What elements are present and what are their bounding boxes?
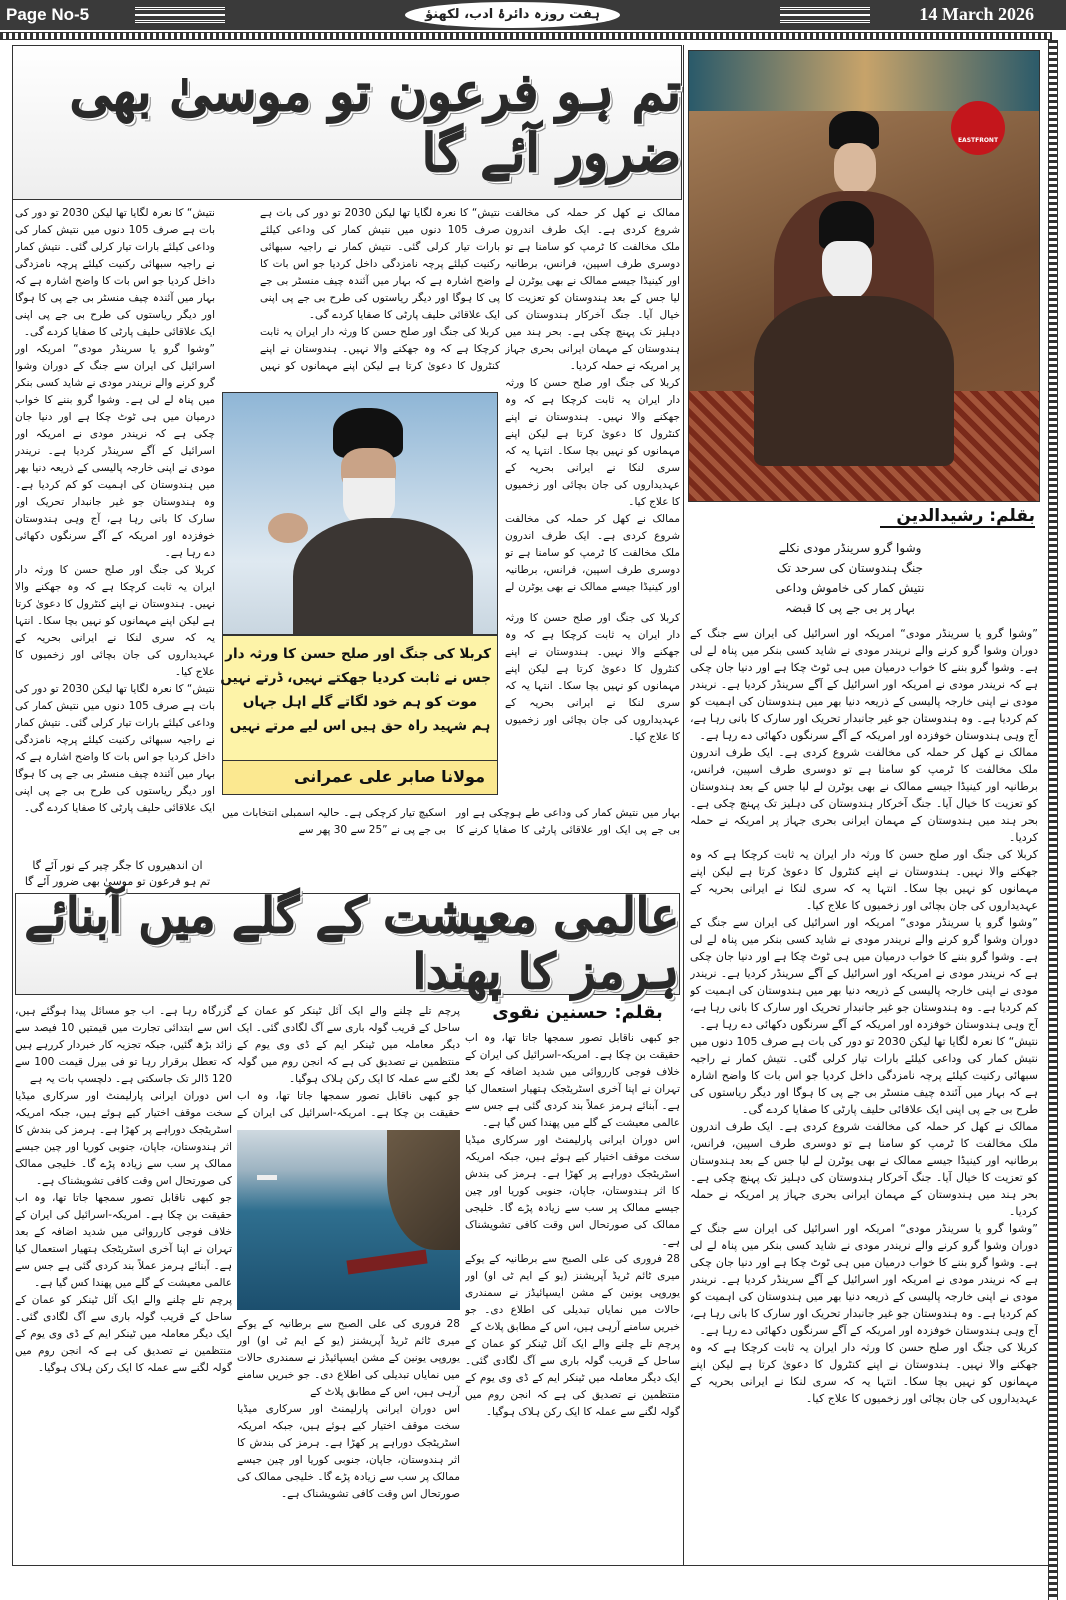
article2-column-3 [15,1003,232,1547]
paragraph: نتیش“ کا نعرہ لگایا تھا لیکن 2030 تو دور کی بات ہے صرف 105 دنوں میں نتیش کمار کی وداعی کیلئے بارات تیار کرلی گئی۔ نتیش کمار نے راجیہ سبھائی رکنیت کیلئے پرچہ نامزدگی داخل کردیا جو اس بات کا واضح اشارہ ہے کہ بہار میں آئندہ چیف منسٹر بی جے پی کا ہوگا اور دیگر ریاستوں کی طرح بی جے پی اپنی ایک علاقائی حلیف پارٹی کا صفایا کردے گی۔ [690,1035,1038,1116]
paragraph: کربلا کی جنگ اور صلح حسن کا ورثہ دار ایران یہ ثابت کرچکا ہے کہ وہ جھکنے والا نہیں۔ ہندوستان نے اپنے کنٹرول کا دعویٰ کرتا ہے لیکن اپنے مہمانوں کو نہیں بچا سکا۔ انتہا یہ کہ سری لنکا نے ایرانی بحریہ کے عہدیداروں کی جان بچائی اور زخمیوں کا علاج کیا۔ [15,564,215,678]
quote-line: ہم شہید راہ حق ہیں اس لیے مرتے نہیں [229,718,491,734]
paragraph: پرچم تلے چلنے والے ایک آئل ٹینکر کو عمان کے ساحل کے قریب گولہ باری سے آگ لگادی گئی۔ ایک دیگر معاملہ میں ٹینکر ایم کے ڈی وی یوم کے منتظمین نے تصدیق کی ہے کہ انجن روم میں گولہ لگنے سے عملہ کا ایک رکن ہلاک ہوگیا۔ [237,1005,460,1085]
masthead-title: ہفت روزہ دائرۂ ادب، لکھنؤ [405,2,620,28]
quote-line: جس نے ثابت کردیا جھکتے نہیں، ڈرتے نہیں [220,670,491,686]
poem-line: جنگ ہندوستان کی سرحد تک [776,561,924,575]
issue-date: 14 March 2026 [919,4,1034,24]
paragraph: 28 فروری کی علی الصبح سے برطانیہ کے یوکے میری ٹائم ٹریڈ آپریشنز (یو کے ایم ٹی او) اور یوروپی یونین کے مشن ایسپائیڈز نے سمندری حالات میں نمایاں تبدیلی کی اطلاع دی۔ جو خبریں سامنے آرہی ہیں، اس کے مطابق پلاٹ کے [465,1253,680,1333]
paragraph: کربلا کی جنگ اور صلح حسن کا ورثہ دار ایران یہ ثابت کرچکا ہے کہ وہ جھکنے والا نہیں۔ ہندوستان نے اپنے کنٹرول کا دعویٰ کرتا ہے لیکن اپنے مہمانوں کو نہیں بچا سکا۔ انتہا یہ کہ سری لنکا نے ایرانی بحریہ کے عہدیداروں کی جان بچائی اور زخمیوں کا علاج کیا۔ [690,848,1038,912]
paragraph: کربلا کی جنگ اور صلح حسن کا ورثہ دار ایران یہ ثابت کرچکا ہے کہ وہ جھکنے والا نہیں۔ ہندوستان نے اپنے کنٹرول کا دعویٰ کرتا ہے لیکن اپنے مہمانوں کو نہیں بچا سکا۔ انتہا یہ کہ سری لنکا نے ایرانی بحریہ کے عہدیداروں کی جان بچائی اور زخمیوں کا علاج کیا۔ [505,377,680,508]
article1-column-3 [15,205,215,851]
article1-column-1 [505,205,680,596]
headline-2: عالمی معیشت کے گلے میں آبنائے ہرمز کا پھندا [15,893,680,995]
masthead-bar [0,0,1066,30]
paragraph: ممالک نے کھل کر حملہ کی مخالفت شروع کردی ہے۔ ایک طرف اندرون ملک مخالفت کا ٹرمپ کو سامنا ہے تو دوسری طرف اسپین، فرانس، برطانیہ اور کینیڈا جیسے ممالک نے بھی یوٹرن لے لیا جس کے بعد ہندوستان کو تعزیت کا خیال آیا۔ جنگ آخرکار ہندوستان کی دہلیز تک پہنچ چکی ہے۔ بحر ہند میں ہندوستان کے مہمان ایرانی بحری جہاز پر امریکہ نے حملہ کردیا۔ [690,1120,1038,1218]
divider [12,200,13,1565]
right-border [1048,40,1058,1600]
paragraph: اس دوران ایرانی پارلیمنٹ اور سرکاری میڈیا سخت موقف اختیار کیے ہوئے ہیں، جبکہ امریکہ اسٹریٹجک دوراہے پر کھڑا ہے۔ ہرمز کی بندش کا اثر ہندوستان، جاپان، جنوبی کوریا اور چین جیسے ممالک پر سب سے زیادہ پڑے گا۔ خلیجی ممالک کی صورتحال اس وقت کافی تشویشناک ہے۔ [465,1134,680,1248]
intro-poem [740,538,960,618]
paragraph: جو کبھی ناقابل تصور سمجھا جاتا تھا، وہ اب حقیقت بن چکا ہے۔ امریکہ-اسرائیل کی ایران کے [237,1090,460,1119]
page-number: Page No-5 [6,5,90,24]
paragraph: بہار میں نتیش کمار کی وداعی طے ہوچکی ہے اور بی جے پی ایک اور علاقائی پارٹی کا صفایا کرنے کا اسکیچ تیار کرچکی ہے۔ حالیہ اسمبلی انتخابات میں بی جے پی نے ”25 سے 30 پھر سے [222,807,680,836]
top-border [0,32,1052,40]
paragraph: ”وشوا گرو یا سرینڈر مودی“ امریکہ اور اسرائیل کی ایران سے جنگ کے دوران وشوا گرو کرنے والے نریندر مودی نے شاید کسی بنکر میں پناہ لے لی ہے۔ وشوا گرو بننے کا خواب درمیان میں ہی ٹوٹ چکا ہے اور دنیا جان چکی ہے کہ نریندر مودی نے امریکہ اور اسرائیل کے آگے سرینڈر کردیا ہے۔ نریندر مودی نے اپنی خارجہ پالیسی کے ذریعہ دنیا بھر میں ہندوستان کی اہمیت کو کم کردیا ہے۔ وہ ہندوستان جو غیر جانبدار تحریک اور سارک کا بانی رہا ہے، آج وہی ہندوستان خوفزدہ اور امریکہ کے آگے سرنگوں دکھائی دے رہا ہے۔ [15,343,215,559]
paragraph: اس دوران ایرانی پارلیمنٹ اور سرکاری میڈیا سخت موقف اختیار کیے ہوئے ہیں، جبکہ امریکہ اسٹریٹجک دوراہے پر کھڑا ہے۔ ہرمز کی بندش کا اثر ہندوستان، جاپان، جنوبی کوریا اور چین جیسے ممالک پر سب سے زیادہ پڑے گا۔ خلیجی ممالک کی صورتحال اس وقت کافی تشویشناک ہے۔ [15,1090,232,1187]
article1-right-column [690,625,1038,1560]
leaders-portrait-photo [688,50,1040,502]
paragraph: نتیش“ کا نعرہ لگایا تھا لیکن 2030 تو دور کی بات ہے صرف 105 دنوں میں نتیش کمار کی وداعی کیلئے بارات تیار کرلی گئی۔ نتیش کمار نے راجیہ سبھائی رکنیت کیلئے پرچہ نامزدگی داخل کردیا جو اس بات کا واضح اشارہ ہے کہ بہار میں آئندہ چیف منسٹر بی جے پی کا ہوگا اور دیگر ریاستوں کی طرح بی جے پی اپنی ایک علاقائی حلیف پارٹی کا صفایا کردے گی۔ [15,207,215,338]
paragraph: ”وشوا گرو یا سرینڈر مودی“ امریکہ اور اسرائیل کی ایران سے جنگ کے دوران وشوا گرو کرنے والے نریندر مودی نے شاید کسی بنکر میں پناہ لے لی ہے۔ وشوا گرو بننے کا خواب درمیان میں ہی ٹوٹ چکا ہے اور دنیا جان چکی ہے کہ نریندر مودی نے امریکہ اور اسرائیل کے آگے سرینڈر کردیا ہے۔ نریندر مودی نے اپنی خارجہ پالیسی کے ذریعہ دنیا بھر میں ہندوستان کی اہمیت کو کم کردیا ہے۔ وہ ہندوستان جو غیر جانبدار تحریک اور سارک کا بانی رہا ہے، آج وہی ہندوستان خوفزدہ اور امریکہ کے آگے سرنگوں دکھائی دے رہا ہے۔ [690,916,1038,1031]
decorative-lines [780,7,870,23]
article1-column-2 [260,205,500,375]
paragraph: ”وشوا گرو یا سرینڈر مودی“ امریکہ اور اسرائیل کی ایران سے جنگ کے دوران وشوا گرو کرنے والے نریندر مودی نے شاید کسی بنکر میں پناہ لے لی ہے۔ وشوا گرو بننے کا خواب درمیان میں ہی ٹوٹ چکا ہے اور دنیا جان چکی ہے کہ نریندر مودی نے امریکہ اور اسرائیل کے آگے سرینڈر کردیا ہے۔ نریندر مودی نے اپنی خارجہ پالیسی کے ذریعہ دنیا بھر میں ہندوستان کی اہمیت کو کم کردیا ہے۔ وہ ہندوستان جو غیر جانبدار تحریک اور سارک کا بانی رہا ہے، آج وہی ہندوستان خوفزدہ اور امریکہ کے آگے سرنگوں دکھائی دے رہا ہے۔ [690,627,1038,742]
poem-line: وشوا گرو سرینڈر مودی نکلے [778,541,922,555]
byline-hasnain-naqvi: بقلم: حسنین نقوی [492,1002,663,1023]
article1-bottom-text [222,805,680,856]
paragraph: کربلا کی جنگ اور صلح حسن کا ورثہ دار ایران یہ ثابت کرچکا ہے کہ وہ جھکنے والا نہیں۔ ہندوستان نے اپنے کنٹرول کا دعویٰ کرتا ہے لیکن اپنے مہمانوں کو نہیں بچا سکا۔ انتہا یہ کہ سری لنکا نے ایرانی بحریہ کے عہدیداروں کی جان بچائی اور زخمیوں کا علاج کیا۔ [690,1341,1038,1405]
eastfront-logo: EASTFRONT [951,101,1005,155]
quote-line: موت کو ہم خود لگاتے گلے اہل جہاں [242,694,478,710]
paragraph: کربلا کی جنگ اور صلح حسن کا ورثہ دار ایران یہ ثابت کرچکا ہے کہ وہ جھکنے والا نہیں۔ ہندوستان نے اپنے کنٹرول کا دعویٰ کرتا ہے لیکن اپنے مہمانوں کو نہیں بچا سکا۔ انتہا یہ کہ سری لنکا نے ایرانی بحریہ کے عہدیداروں کی جان بچائی اور زخمیوں کا علاج کیا۔ [505,612,680,743]
paragraph: پرچم تلے چلنے والے ایک آئل ٹینکر کو عمان کے ساحل کے قریب گولہ باری سے آگ لگادی گئی۔ ایک دیگر معاملہ میں ٹینکر ایم کے ڈی وی یوم کے منتظمین نے تصدیق کی ہے کہ انجن روم میں گولہ لگنے سے عملہ کا ایک رکن ہلاک ہوگیا۔ [15,1294,232,1374]
paragraph: نتیش“ کا نعرہ لگایا تھا لیکن 2030 تو دور کی بات ہے صرف 105 دنوں میں نتیش کمار کی وداعی کیلئے بارات تیار کرلی گئی۔ نتیش کمار نے راجیہ سبھائی رکنیت کیلئے پرچہ نامزدگی داخل کردیا جو اس بات کا واضح اشارہ ہے کہ بہار میں آئندہ چیف منسٹر بی جے پی کا ہوگا اور دیگر ریاستوں کی طرح بی جے پی اپنی ایک علاقائی حلیف پارٹی کا صفایا کردے گی۔ [260,207,500,321]
paragraph: ممالک نے کھل کر حملہ کی مخالفت شروع کردی ہے۔ ایک طرف اندرون ملک مخالفت کا ٹرمپ کو سامنا ہے تو دوسری طرف اسپین، فرانس، برطانیہ اور کینیڈا جیسے ممالک نے بھی یوٹرن لے لیا جس کے بعد ہندوستان کو تعزیت کا خیال آیا۔ جنگ آخرکار ہندوستان کی دہلیز تک پہنچ چکی ہے۔ بحر ہند میں ہندوستان کے مہمان ایرانی بحری جہاز پر امریکہ نے حملہ کردیا۔ [505,207,680,372]
quote-box [222,635,498,795]
poem-line: بہار پر بی جے پی کا قبضہ [785,601,915,615]
quote-line: کربلا کی جنگ اور صلح حسن کا ورثہ دار [225,646,491,662]
paragraph: 28 فروری کی علی الصبح سے برطانیہ کے یوکے میری ٹائم ٹریڈ آپریشنز (یو کے ایم ٹی او) اور یوروپی یونین کے مشن ایسپائیڈز نے سمندری حالات میں نمایاں تبدیلی کی اطلاع دی۔ جو خبریں سامنے آرہی ہیں، اس کے مطابق پلاٹ کے [237,1318,460,1398]
closing-poem [20,858,215,890]
paragraph: پرچم تلے چلنے والے ایک آئل ٹینکر کو عمان کے ساحل کے قریب گولہ باری سے آگ لگادی گئی۔ ایک دیگر معاملہ میں ٹینکر ایم کے ڈی وی یوم کے منتظمین نے تصدیق کی ہے کہ انجن روم میں گولہ لگنے سے عملہ کا ایک رکن ہلاک ہوگیا۔ [465,1338,680,1418]
paragraph: ممالک نے کھل کر حملہ کی مخالفت شروع کردی ہے۔ ایک طرف اندرون ملک مخالفت کا ٹرمپ کو سامنا ہے تو دوسری طرف اسپین، فرانس، برطانیہ اور کینیڈا جیسے ممالک نے بھی یوٹرن لے لیا جس کے بعد ہندوستان کو تعزیت کا خیال آیا۔ جنگ آخرکار ہندوستان کی دہلیز تک پہنچ چکی ہے۔ بحر ہند میں ہندوستان کے مہمان ایرانی بحری جہاز پر امریکہ نے حملہ کردیا۔ [690,746,1038,844]
poem-line: نتیش کمار کی خاموش وداعی [775,581,925,595]
oil-tanker-photo [237,1130,460,1310]
divider [12,1565,1048,1566]
quote-author: مولانا صابر علی عمرانی [223,760,497,794]
paragraph: ”وشوا گرو یا سرینڈر مودی“ امریکہ اور اسرائیل کی ایران سے جنگ کے دوران وشوا گرو کرنے والے نریندر مودی نے شاید کسی بنکر میں پناہ لے لی ہے۔ وشوا گرو بننے کا خواب درمیان میں ہی ٹوٹ چکا ہے اور دنیا جان چکی ہے کہ نریندر مودی نے امریکہ اور اسرائیل کے آگے سرینڈر کردیا ہے۔ نریندر مودی نے اپنی خارجہ پالیسی کے ذریعہ دنیا بھر میں ہندوستان کی اہمیت کو کم کردیا ہے۔ وہ ہندوستان جو غیر جانبدار تحریک اور سارک کا بانی رہا ہے، آج وہی ہندوستان خوفزدہ اور امریکہ کے آگے سرنگوں دکھائی دے رہا ہے۔ [690,1222,1038,1337]
paragraph: نتیش“ کا نعرہ لگایا تھا لیکن 2030 تو دور کی بات ہے صرف 105 دنوں میں نتیش کمار کی وداعی کیلئے بارات تیار کرلی گئی۔ نتیش کمار نے راجیہ سبھائی رکنیت کیلئے پرچہ نامزدگی داخل کردیا جو اس بات کا واضح اشارہ ہے کہ بہار میں آئندہ چیف منسٹر بی جے پی کا ہوگا اور دیگر ریاستوں کی طرح بی جے پی اپنی ایک علاقائی حلیف پارٹی کا صفایا کردے گی۔ [15,683,215,814]
headline-1: تم ہو فرعون تو موسیٰ بھی ضرور آئے گا [12,45,682,200]
paragraph: جو کبھی ناقابل تصور سمجھا جاتا تھا، وہ اب حقیقت بن چکا ہے۔ امریکہ-اسرائیل کی ایران کے خلاف فوجی کارروائی میں شدید اضافہ کے بعد تہران نے اپنا آخری اسٹریٹجک ہتھیار استعمال کیا ہے۔ آبنائے ہرمز عملاً بند کردی گئی ہے جس سے عالمی معیشت کے گلے میں پھندا کس گیا ہے۔ [465,1032,680,1129]
paragraph: گزرگاہ رہا ہے۔ اب جو مسائل پیدا ہوگئے ہیں، اس سے ابتدائی تجارت میں قیمتیں 10 فیصد سے زائد بڑھ گئیں، جبکہ تجزیہ کار خبردار کررہے ہیں کہ تعطل برقرار رہا تو فی بیرل قیمت 100 سے 120 ڈالر تک جاسکتی ہے۔ دلچسپ بات یہ ہے [15,1005,232,1085]
paragraph: کربلا کی جنگ اور صلح حسن کا ورثہ دار ایران یہ ثابت کرچکا ہے کہ وہ جھکنے والا نہیں۔ ہندوستان نے اپنے کنٹرول کا دعویٰ کرتا ہے لیکن اپنے مہمانوں کو نہیں [260,326,500,372]
paragraph: ممالک نے کھل کر حملہ کی مخالفت شروع کردی ہے۔ ایک طرف اندرون ملک مخالفت کا ٹرمپ کو سامنا ہے تو دوسری طرف اسپین، فرانس، برطانیہ اور کینیڈا جیسے ممالک نے بھی یوٹرن لے [505,513,680,593]
paragraph: جو کبھی ناقابل تصور سمجھا جاتا تھا، وہ اب حقیقت بن چکا ہے۔ امریکہ-اسرائیل کی ایران کے خلاف فوجی کارروائی میں شدید اضافہ کے بعد تہران نے اپنا آخری اسٹریٹجک ہتھیار استعمال کیا ہے۔ آبنائے ہرمز عملاً بند کردی گئی ہے جس سے عالمی معیشت کے گلے میں پھندا کس گیا ہے۔ [15,1192,232,1289]
article2-column-2b [237,1316,460,1554]
article1-column-1b [505,610,680,797]
article2-column-2 [237,1003,460,1122]
poem-line: ان اندھیروں کا جگر چیر کے نور آئے گا [32,859,203,872]
article2-column-1 [465,1030,680,1557]
divider [683,45,684,1565]
decorative-lines [135,7,225,23]
leader-praying-photo [222,392,498,635]
paragraph: اس دوران ایرانی پارلیمنٹ اور سرکاری میڈیا سخت موقف اختیار کیے ہوئے ہیں، جبکہ امریکہ اسٹریٹجک دوراہے پر کھڑا ہے۔ ہرمز کی بندش کا اثر ہندوستان، جاپان، جنوبی کوریا اور چین جیسے ممالک پر سب سے زیادہ پڑے گا۔ خلیجی ممالک کی صورتحال اس وقت کافی تشویشناک ہے۔ [237,1403,460,1500]
poem-line: تم ہو فرعون تو موسیٰ بھی ضرور آئے گا [24,875,211,888]
byline-rashiduddin: بقلم: رشیدالدین [880,506,1035,528]
